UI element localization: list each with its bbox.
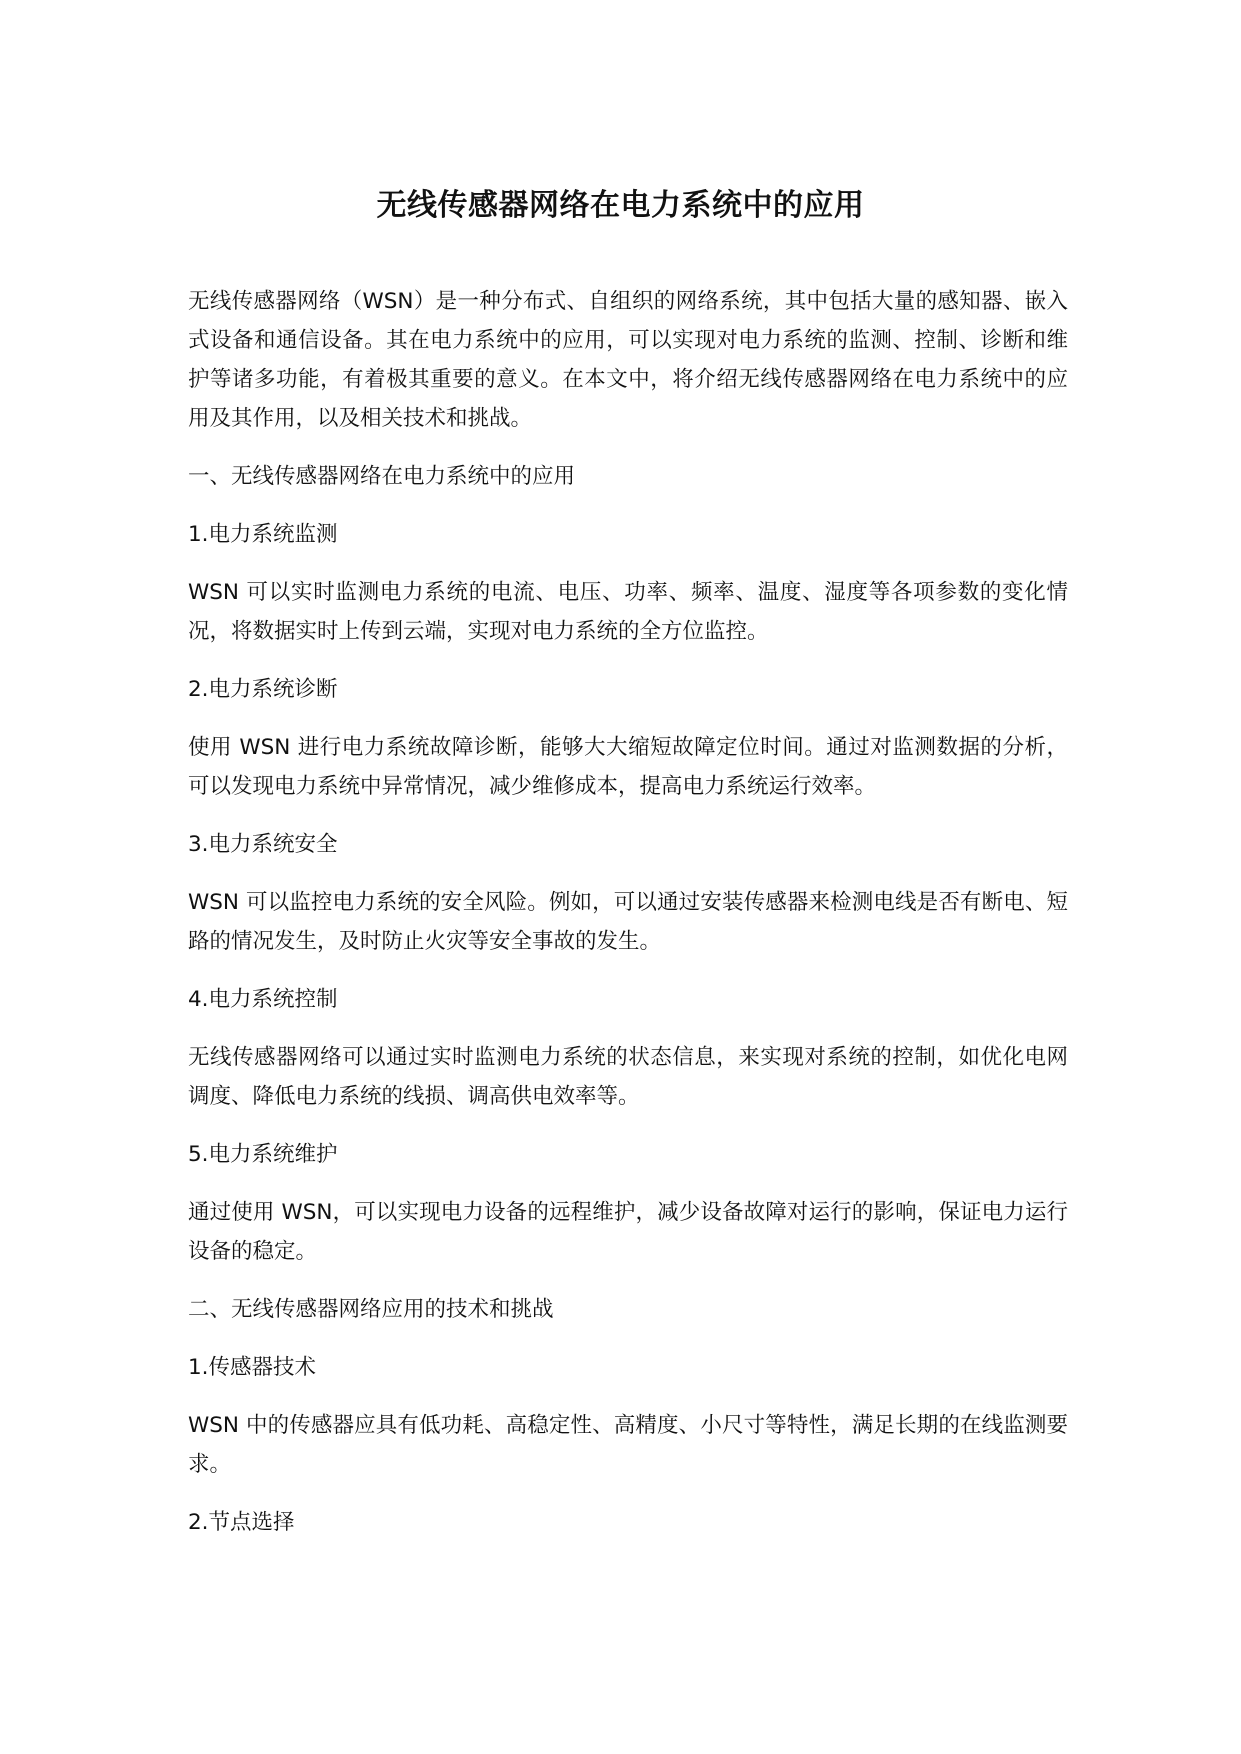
section-heading: 一、无线传感器网络在电力系统中的应用 <box>188 464 576 489</box>
paragraph: 通过使用 WSN，可以实现电力设备的远程维护，减少设备故障对运行的影响，保证电力运行设备的稳定。 <box>188 1200 1068 1264</box>
subsection-heading: 1.电力系统监测 <box>188 522 338 547</box>
paragraph: WSN 中的传感器应具有低功耗、高稳定性、高精度、小尺寸等特性，满足长期的在线监测要求。 <box>188 1413 1068 1477</box>
subsection-heading: 2.节点选择 <box>188 1510 295 1535</box>
subsection-heading: 4.电力系统控制 <box>188 987 338 1012</box>
paragraph: 无线传感器网络可以通过实时监测电力系统的状态信息，来实现对系统的控制，如优化电网调度、降低电力系统的线损、调高供电效率等。 <box>188 1045 1068 1109</box>
document-title: 无线传感器网络在电力系统中的应用 <box>376 188 865 223</box>
paragraph: 无线传感器网络（WSN）是一种分布式、自组织的网络系统，其中包括大量的感知器、嵌入式设备和通信设备。其在电力系统中的应用，可以实现对电力系统的监测、控制、诊断和维护等诸多功能，有着极其重要的意义。在本文中，将介绍无线传感器网络在电力系统中的应用及其作用，以及相关技术和挑战。 <box>188 289 1068 431</box>
section-heading: 二、无线传感器网络应用的技术和挑战 <box>188 1297 554 1322</box>
paragraph: WSN 可以实时监测电力系统的电流、电压、功率、频率、温度、湿度等各项参数的变化情况，将数据实时上传到云端，实现对电力系统的全方位监控。 <box>188 580 1068 644</box>
subsection-heading: 3.电力系统安全 <box>188 832 338 857</box>
document-body <box>188 282 1068 1561</box>
paragraph: WSN 可以监控电力系统的安全风险。例如，可以通过安装传感器来检测电线是否有断电、短路的情况发生，及时防止火灾等安全事故的发生。 <box>188 890 1068 954</box>
subsection-heading: 2.电力系统诊断 <box>188 677 338 702</box>
subsection-heading: 1.传感器技术 <box>188 1355 317 1380</box>
paragraph: 使用 WSN 进行电力系统故障诊断，能够大大缩短故障定位时间。通过对监测数据的分析，可以发现电力系统中异常情况，减少维修成本，提高电力系统运行效率。 <box>188 735 1068 799</box>
subsection-heading: 5.电力系统维护 <box>188 1142 338 1167</box>
